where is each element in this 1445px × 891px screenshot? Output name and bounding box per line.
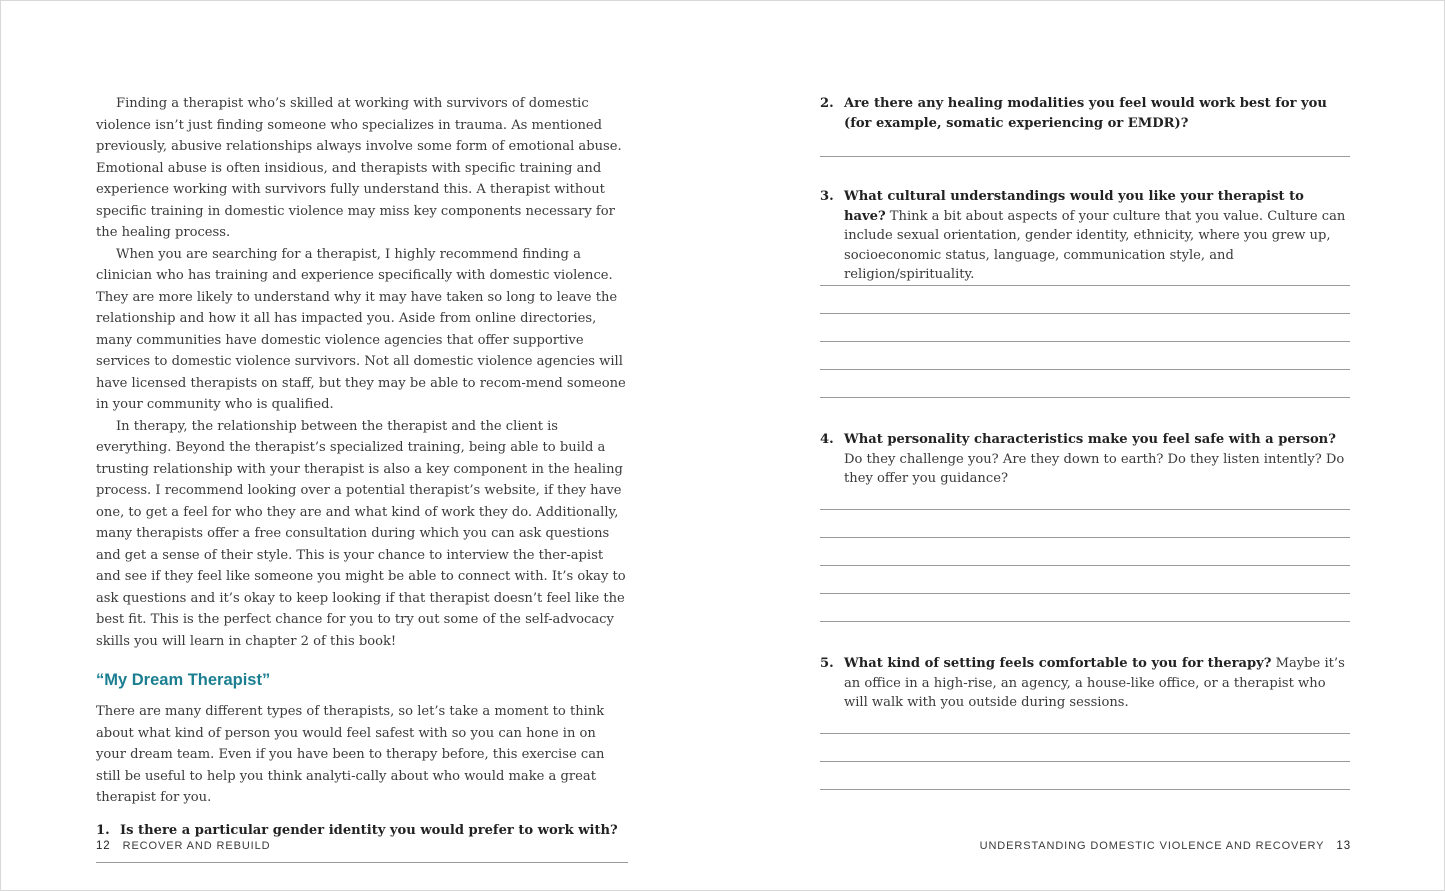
question-number: 1. xyxy=(96,822,110,838)
question-detail: Maybe it’s an office in a high-rise, an agency, a house-like office, or a therapist who will walk with you outside during sessions. xyxy=(844,656,1345,710)
question-prompt: What cultural understandings would you like your therapist to have? xyxy=(844,189,1304,224)
answer-line[interactable] xyxy=(820,341,1350,342)
question-block-5 xyxy=(820,654,1350,713)
question-prompt: What personality characteristics make you feel safe with a person? xyxy=(844,432,1336,447)
question-block-2 xyxy=(820,94,1350,157)
answer-line[interactable] xyxy=(820,537,1350,538)
question-item xyxy=(820,430,1350,489)
running-head: UNDERSTANDING DOMESTIC VIOLENCE AND RECOVERY xyxy=(979,840,1325,852)
question-item xyxy=(820,187,1350,285)
answer-line[interactable] xyxy=(820,285,1350,286)
left-footer xyxy=(96,840,271,852)
answer-line[interactable] xyxy=(820,397,1350,398)
body-paragraph: When you are searching for a therapist, I highly recommend finding a clinician who has training and experience specifically with domestic violence. They are more likely to understand why it may have taken so long to leave the relationship and how it all has impacted you. Aside from online directories, many communities have domestic violence agencies that offer supportive services to domestic violence survivors. Not all domestic violence agencies will have licensed therapists on staff, but they may be able to recom-mend someone in your community who is qualified. xyxy=(96,246,626,412)
question-number: 3. xyxy=(820,189,834,204)
body-paragraph: In therapy, the relationship between the therapist and the client is everything. Beyond the therapist’s specialized training, being able to build a trusting relationship with your therapist is also a key component in the healing process. I recommend looking over a potential therapist’s website, if they have one, to get a feel for who they are and what kind of work they do. Additionally, many therapists offer a free consultation during which you can ask questions and get a sense of their style. This is your chance to interview the ther-apist and see if they feel like someone you might be able to connect with. It’s okay to ask questions and it’s okay to keep looking if that therapist doesn’t feel like the best fit. This is the perfect chance for you to try out some of the self-advocacy skills you will learn in chapter 2 of this book! xyxy=(96,418,626,649)
left-page xyxy=(1,1,723,891)
answer-line[interactable] xyxy=(96,862,628,863)
right-page xyxy=(723,1,1445,891)
page-number: 12 xyxy=(96,840,111,852)
running-head: RECOVER AND REBUILD xyxy=(122,840,271,852)
question-item xyxy=(820,654,1350,713)
answer-line[interactable] xyxy=(820,789,1350,790)
question-block-3 xyxy=(820,187,1350,285)
answer-line[interactable] xyxy=(820,156,1350,157)
section-heading: “My Dream Therapist” xyxy=(96,671,271,689)
question-prompt: What kind of setting feels comfortable to you for therapy? xyxy=(844,656,1272,671)
answer-line[interactable] xyxy=(820,621,1350,622)
answer-line[interactable] xyxy=(820,565,1350,566)
question-number: 2. xyxy=(820,96,834,111)
question-item xyxy=(820,94,1350,133)
question-number: 4. xyxy=(820,432,834,447)
body-paragraph: Finding a therapist who’s skilled at working with survivors of domestic violence isn’t just finding someone who specializes in trauma. As mentioned previously, abusive relationships always involve some form of emotional abuse. Emotional abuse is often insidious, and therapists with specific training and experience working with survivors fully understand this. A therapist without specific training in domestic violence may miss key components necessary for the healing process. xyxy=(96,96,622,240)
question-prompt: Is there a particular gender identity you would prefer to work with? xyxy=(120,822,618,838)
answer-line[interactable] xyxy=(820,733,1350,734)
left-page-body xyxy=(96,93,628,863)
answer-line[interactable] xyxy=(820,761,1350,762)
question-block-4 xyxy=(820,430,1350,489)
right-footer xyxy=(980,840,1351,852)
question-prompt: Are there any healing modalities you feel would work best for you (for example, somatic experiencing or EMDR)? xyxy=(844,96,1327,131)
question-detail: Do they challenge you? Are they down to earth? Do they listen intently? Do they offer you guidance? xyxy=(844,451,1345,486)
exercise-intro: There are many different types of therapists, so let’s take a moment to think about what kind of person you would feel safest with so you can hone in on your dream team. Even if you have been to therapy before, this exercise can still be useful to help you think analyti-cally about who would make a great therapist for you. xyxy=(96,704,605,805)
page-number: 13 xyxy=(1336,840,1351,852)
question-number: 5. xyxy=(820,656,834,671)
answer-line[interactable] xyxy=(820,369,1350,370)
answer-line[interactable] xyxy=(820,313,1350,314)
answer-line[interactable] xyxy=(820,593,1350,594)
answer-line[interactable] xyxy=(820,509,1350,510)
question-list xyxy=(96,821,628,841)
question-item xyxy=(96,821,628,841)
question-detail: Think a bit about aspects of your culture that you value. Culture can include sexual orientation, gender identity, ethnicity, where you grew up, socioeconomic status, language, communication style, and religion/spirituality. xyxy=(844,208,1346,282)
